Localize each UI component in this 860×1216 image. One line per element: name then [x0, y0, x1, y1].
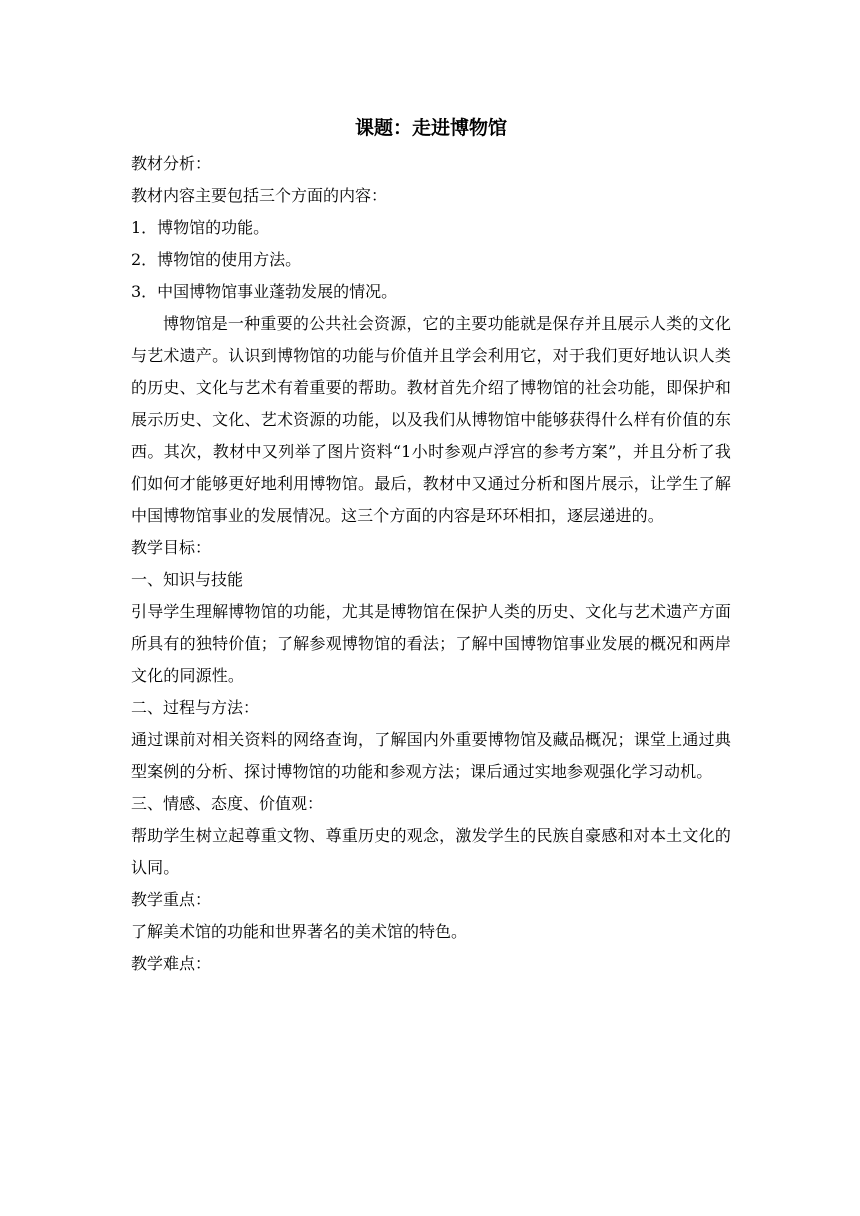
goal2-text: 通过课前对相关资料的网络查询，了解国内外重要博物馆及藏品概况；课堂上通过典型案例的分析、探讨博物馆的功能和参观方法；课后通过实地参观强化学习动机。 — [131, 730, 731, 781]
material-heading: 教材分析： — [131, 154, 212, 173]
difficulty-heading: 教学难点： — [131, 954, 212, 973]
goal1-text: 引导学生理解博物馆的功能，尤其是博物馆在保护人类的历史、文化与艺术遗产方面所具有的独特价值；了解参观博物馆的看法；了解中国博物馆事业发展的概况和两岸文化的同源性。 — [131, 602, 731, 685]
goal1-heading: 一、知识与技能 — [131, 570, 244, 589]
material-item-3: 3．中国博物馆事业蓬勃发展的情况。 — [131, 282, 398, 301]
material-item-1: 1．博物馆的功能。 — [131, 218, 270, 237]
material-item-2: 2．博物馆的使用方法。 — [131, 250, 302, 269]
goal3-text: 帮助学生树立起尊重文物、尊重历史的观念，激发学生的民族自豪感和对本土文化的认同。 — [131, 826, 731, 877]
material-paragraph: 博物馆是一种重要的公共社会资源，它的主要功能就是保存并且展示人类的文化与艺术遗产。认识到博物馆的功能与价值并且学会利用它，对于我们更好地认识人类的历史、文化与艺术有着重要的帮助。教材首先介绍了博物馆的社会功能，即保护和展示历史、文化、艺术资源的功能，以及我们从博物馆中能够获得什么样有价值的东西。其次，教材中又列举了图片资料“1小时参观卢浮宫的参考方案”，并且分析了我们如何才能够更好地利用博物馆。最后，教材中又通过分析和图片展示，让学生了解中国博物馆事业的发展情况。这三个方面的内容是环环相扣，逐层递进的。 — [131, 314, 731, 525]
document-page — [131, 112, 731, 980]
key-heading: 教学重点： — [131, 890, 212, 909]
goals-heading: 教学目标： — [131, 538, 212, 557]
goal2-heading: 二、过程与方法： — [131, 698, 260, 717]
page-title: 课题：走进博物馆 — [354, 117, 507, 139]
goal3-heading: 三、情感、态度、价值观： — [131, 794, 324, 813]
key-text: 了解美术馆的功能和世界著名的美术馆的特色。 — [131, 922, 468, 941]
material-intro: 教材内容主要包括三个方面的内容： — [131, 186, 388, 205]
